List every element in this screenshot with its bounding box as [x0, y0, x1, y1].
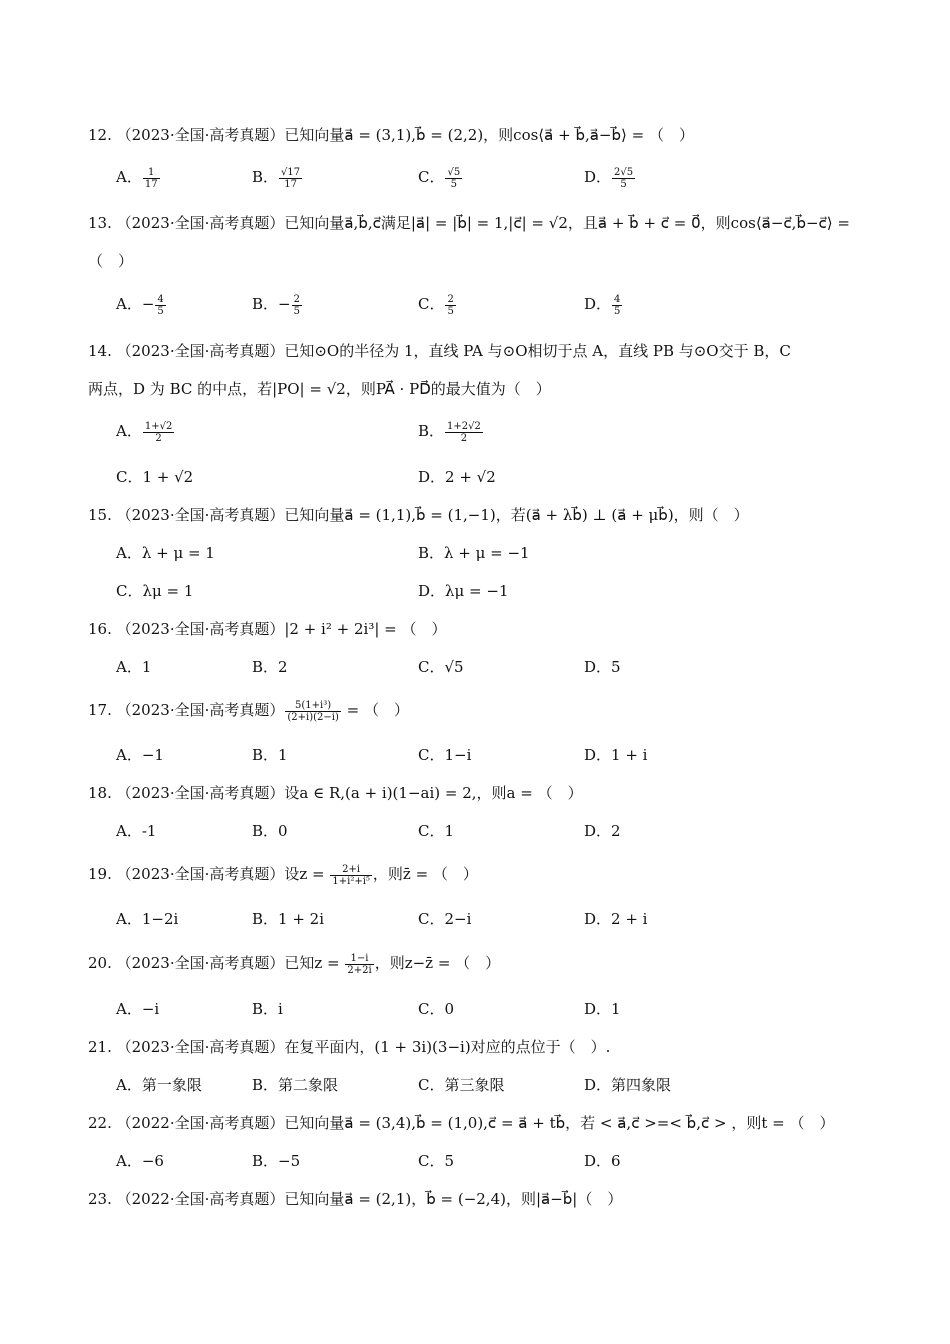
question-12-options [0, 166, 950, 190]
question-14-stem-cont: 两点，D 为 BC 的中点，若|PO| = √2，则PA⃗ · PD⃗的最大值为（ ） [88, 380, 551, 398]
option-c: C．1−i [418, 746, 472, 764]
question-22-stem: 22. （2022·全国·高考真题）已知向量a⃗ = (3,4),b⃗ = (1,0),c⃗ = a⃗ + tb⃗，若 < a⃗,c⃗ >=< b⃗,c⃗ > ，则t = （ ） [88, 1114, 835, 1132]
option-a: A．−i [116, 1000, 160, 1018]
option-a: A．第一象限 [116, 1076, 202, 1094]
question-15-options-row2 [0, 580, 950, 604]
question-22-options [0, 1150, 950, 1174]
option-c: C．2−i [418, 910, 472, 928]
option-a: A．−1 [116, 746, 164, 764]
question-20-options [0, 998, 950, 1022]
option-b: B．λ + μ = −1 [418, 544, 530, 562]
option-b: B．− $\frac{2}{5}$ [252, 293, 300, 317]
option-d: D． $\frac{4}{5}$ [584, 293, 621, 317]
option-d: D．1 [584, 1000, 621, 1018]
option-d: D．λμ = −1 [418, 582, 509, 600]
question-21-stem: 21. （2023·全国·高考真题）在复平面内，(1 + 3i)(3−i)对应的点位于（ ）. [88, 1038, 611, 1056]
question-13-options [0, 293, 950, 317]
option-a: A．1 [116, 658, 152, 676]
question-18-stem: 18. （2023·全国·高考真题）设a ∈ R,(a + i)(1−ai) = 2,，则a = （ ） [88, 784, 583, 802]
question-21-options [0, 1074, 950, 1098]
option-b: B．−5 [252, 1152, 301, 1170]
question-14-options-row1 [0, 420, 950, 444]
question-14-stem: 14. （2023·全国·高考真题）已知⊙O的半径为 1，直线 PA 与⊙O相切于点 A，直线 PB 与⊙O交于 B，C [88, 342, 791, 360]
option-d: D．2 + √2 [418, 468, 496, 486]
option-d: D．6 [584, 1152, 621, 1170]
option-c: C．1 [418, 822, 455, 840]
option-b: B．1 [252, 746, 288, 764]
option-a: A．−6 [116, 1152, 164, 1170]
question-15-options-row1 [0, 542, 950, 566]
option-b: B．0 [252, 822, 288, 840]
option-a: A． $\frac{1+√2}{2}$ [116, 420, 173, 444]
option-c: C．5 [418, 1152, 455, 1170]
question-14-options-row2 [0, 466, 950, 490]
question-17-stem: 17. （2023·全国·高考真题） $\frac{\text{5(1+i³)}}{(2+i)(2-i)}$ = （ ） [88, 699, 409, 723]
option-c: C．√5 [418, 658, 464, 676]
option-d: D．2 [584, 822, 621, 840]
option-d: D．第四象限 [584, 1076, 672, 1094]
question-23-stem: 23. （2022·全国·高考真题）已知向量a⃗ = (2,1)，b⃗ = (−2,4)，则|a⃗−b⃗|（ ） [88, 1190, 623, 1208]
option-c: C．0 [418, 1000, 455, 1018]
option-a: A．− $\frac{4}{5}$ [116, 293, 164, 317]
question-20-stem: 20. （2023·全国·高考真题）已知z = $\frac{1-i}{2+2i}$ ，则z−z̄ = （ ） [88, 952, 501, 976]
option-c: C． $\frac{√5}{5}$ [418, 166, 461, 190]
option-b: B． $\frac{1+2√2}{2}$ [418, 420, 481, 444]
option-b: B．2 [252, 658, 288, 676]
option-c: C．1 + √2 [116, 468, 194, 486]
option-a: A．λ + μ = 1 [116, 544, 215, 562]
option-b: B． $\frac{√17}{17}$ [252, 166, 301, 190]
option-d: D． $\frac{2√5}{5}$ [584, 166, 634, 190]
option-a: A． $\frac{1}{17}$ [116, 166, 158, 190]
option-d: D．5 [584, 658, 621, 676]
question-12-stem: 12. （2023·全国·高考真题）已知向量a⃗ = (3,1),b⃗ = (2,2)，则cos⟨a⃗ + b⃗,a⃗−b⃗⟩ = （ ） [88, 126, 694, 144]
option-d: D．2 + i [584, 910, 648, 928]
option-c: C． $\frac{2}{5}$ [418, 293, 454, 317]
option-c: C．第三象限 [418, 1076, 505, 1094]
question-16-options [0, 656, 950, 680]
question-16-stem: 16. （2023·全国·高考真题）|2 + i² + 2i³| = （ ） [88, 620, 447, 638]
option-b: B．1 + 2i [252, 910, 325, 928]
option-a: A．1−2i [116, 910, 179, 928]
option-a: A．-1 [116, 822, 157, 840]
question-17-options [0, 744, 950, 768]
option-c: C．λμ = 1 [116, 582, 194, 600]
question-18-options [0, 820, 950, 844]
option-b: B．i [252, 1000, 283, 1018]
question-13-stem: 13. （2023·全国·高考真题）已知向量a⃗,b⃗,c⃗满足|a⃗| = |b⃗| = 1,|c⃗| = √2，且a⃗ + b⃗ + c⃗ = 0⃗，则cos⟨a⃗−c⃗,b⃗−c⃗⟩ = [88, 214, 850, 232]
question-15-stem: 15. （2023·全国·高考真题）已知向量a⃗ = (1,1),b⃗ = (1,−1)，若(a⃗ + λb⃗) ⊥ (a⃗ + μb⃗)，则（ ） [88, 506, 749, 524]
option-b: B．第二象限 [252, 1076, 339, 1094]
question-19-stem: 19. （2023·全国·高考真题）设z = $\frac{2+i}{\text{1+i²+i⁵}}$ ，则z̄ = （ ） [88, 863, 478, 887]
question-19-options [0, 908, 950, 932]
question-13-stem-cont: （ ） [88, 252, 134, 270]
option-d: D．1 + i [584, 746, 648, 764]
